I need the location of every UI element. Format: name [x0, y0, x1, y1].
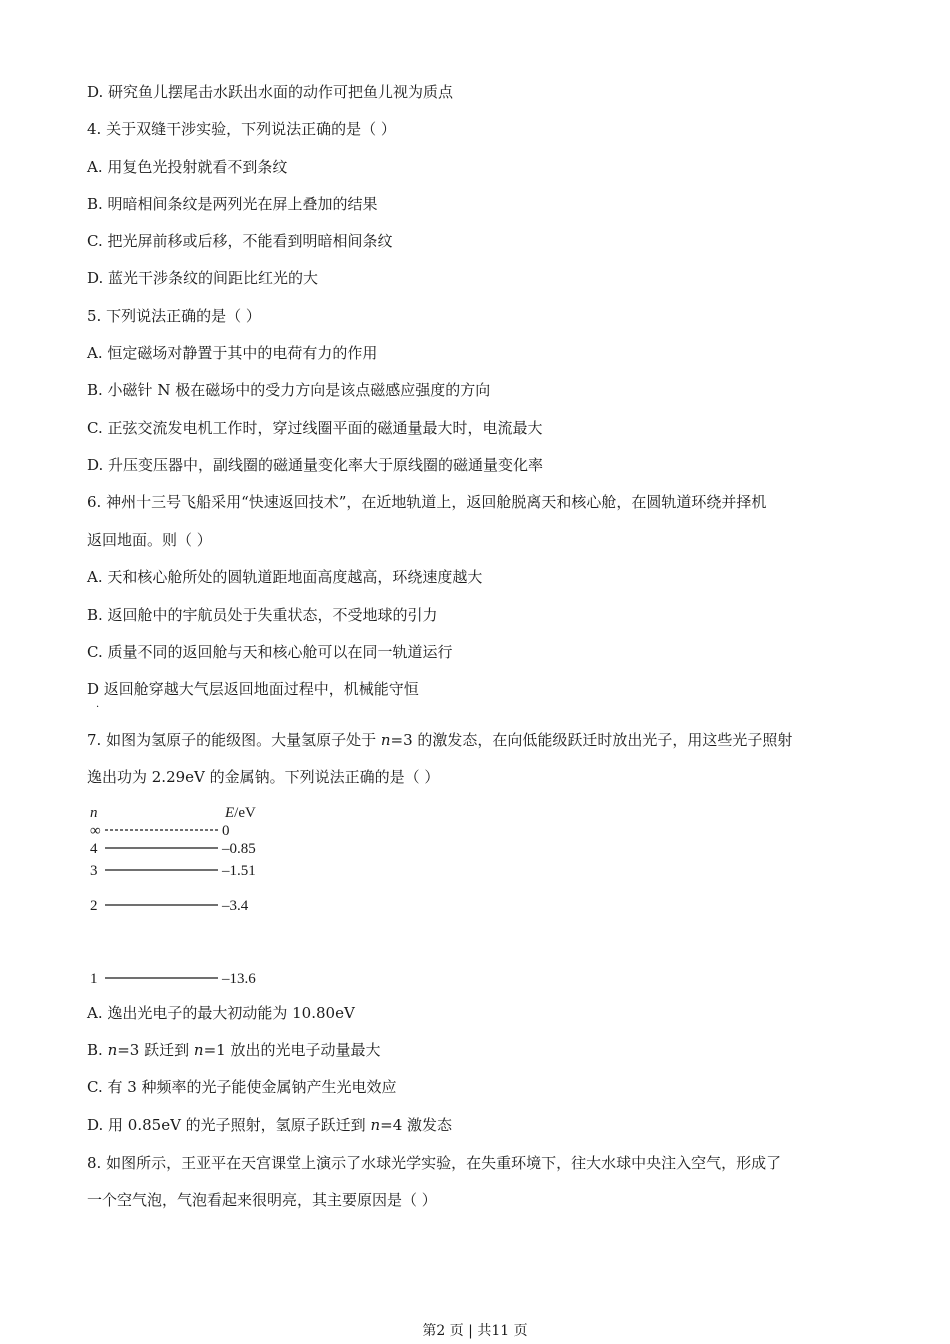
option-4d: D. 蓝光干涉条纹的间距比红光的大: [87, 269, 319, 287]
level-n-label: 3: [90, 863, 98, 879]
question-7-stem-line2: 逸出功为 2.29eV 的金属钠。下列说法正确的是（ ）: [87, 768, 440, 786]
level-energy-label: –1.51: [222, 863, 256, 879]
n-axis-label: n: [90, 805, 98, 821]
level-energy-label: –13.6: [222, 971, 256, 987]
level-energy-label: –0.85: [222, 841, 256, 857]
stray-dot-mark: ·: [96, 702, 100, 713]
hydrogen-energy-level-diagram: [85, 800, 285, 990]
option-7b: B. n=3 跃迁到 n=1 放出的光电子动量最大: [87, 1041, 381, 1059]
level-n-label: 4: [90, 841, 98, 857]
option-6b: B. 返回舱中的宇航员处于失重状态，不受地球的引力: [87, 606, 438, 624]
question-8-stem-line2: 一个空气泡，气泡看起来很明亮，其主要原因是（ ）: [87, 1191, 437, 1209]
option-7c: C. 有 3 种频率的光子能使金属钠产生光电效应: [87, 1078, 397, 1096]
question-7-stem-line1: 7. 如图为氢原子的能级图。大量氢原子处于 n=3 的激发态，在向低能级跃迁时放出光子，用这些光子照射: [87, 731, 793, 749]
option-4b: B. 明暗相间条纹是两列光在屏上叠加的结果: [87, 195, 378, 213]
question-6-stem-line1: 6. 神州十三号飞船采用“快速返回技术”，在近地轨道上，返回舱脱离天和核心舱，在圆轨道环绕并择机: [87, 493, 767, 511]
level-n-label: 1: [90, 971, 98, 987]
page-footer: 第2 页 | 共11 页: [422, 1323, 528, 1339]
option-6c: C. 质量不同的返回舱与天和核心舱可以在同一轨道运行: [87, 643, 453, 661]
option-4c: C. 把光屏前移或后移，不能看到明暗相间条纹: [87, 232, 393, 250]
option-5b: B. 小磁针 N 极在磁场中的受力方向是该点磁感应强度的方向: [87, 381, 491, 399]
question-8-stem-line1: 8. 如图所示，王亚平在天宫课堂上演示了水球光学实验，在失重环境下，往大水球中央注入空气，形成了: [87, 1154, 782, 1172]
level-n-label: ∞: [90, 823, 101, 839]
level-energy-label: –3.4: [222, 898, 249, 914]
level-energy-label: 0: [222, 823, 230, 839]
level-n-label: 2: [90, 898, 98, 914]
option-4a: A. 用复色光投射就看不到条纹: [87, 158, 288, 176]
option-5c: C. 正弦交流发电机工作时，穿过线圈平面的磁通量最大时，电流最大: [87, 419, 543, 437]
option-6d: D 返回舱穿越大气层返回地面过程中，机械能守恒: [87, 680, 419, 698]
energy-axis-label: E/eV: [225, 805, 256, 821]
option-3d: D. 研究鱼儿摆尾击水跃出水面的动作可把鱼儿视为质点: [87, 83, 454, 101]
option-5d: D. 升压变压器中，副线圈的磁通量变化率大于原线圈的磁通量变化率: [87, 456, 544, 474]
option-7d: D. 用 0.85eV 的光子照射，氢原子跃迁到 n=4 激发态: [87, 1116, 453, 1134]
option-6a: A. 天和核心舱所处的圆轨道距地面高度越高，环绕速度越大: [87, 568, 483, 586]
option-5a: A. 恒定磁场对静置于其中的电荷有力的作用: [87, 344, 378, 362]
option-7a: A. 逸出光电子的最大初动能为 10.80eV: [87, 1004, 355, 1022]
question-4-stem: 4. 关于双缝干涉实验，下列说法正确的是（ ）: [87, 120, 396, 138]
question-5-stem: 5. 下列说法正确的是（ ）: [87, 307, 261, 325]
question-6-stem-line2: 返回地面。则（ ）: [87, 531, 212, 549]
